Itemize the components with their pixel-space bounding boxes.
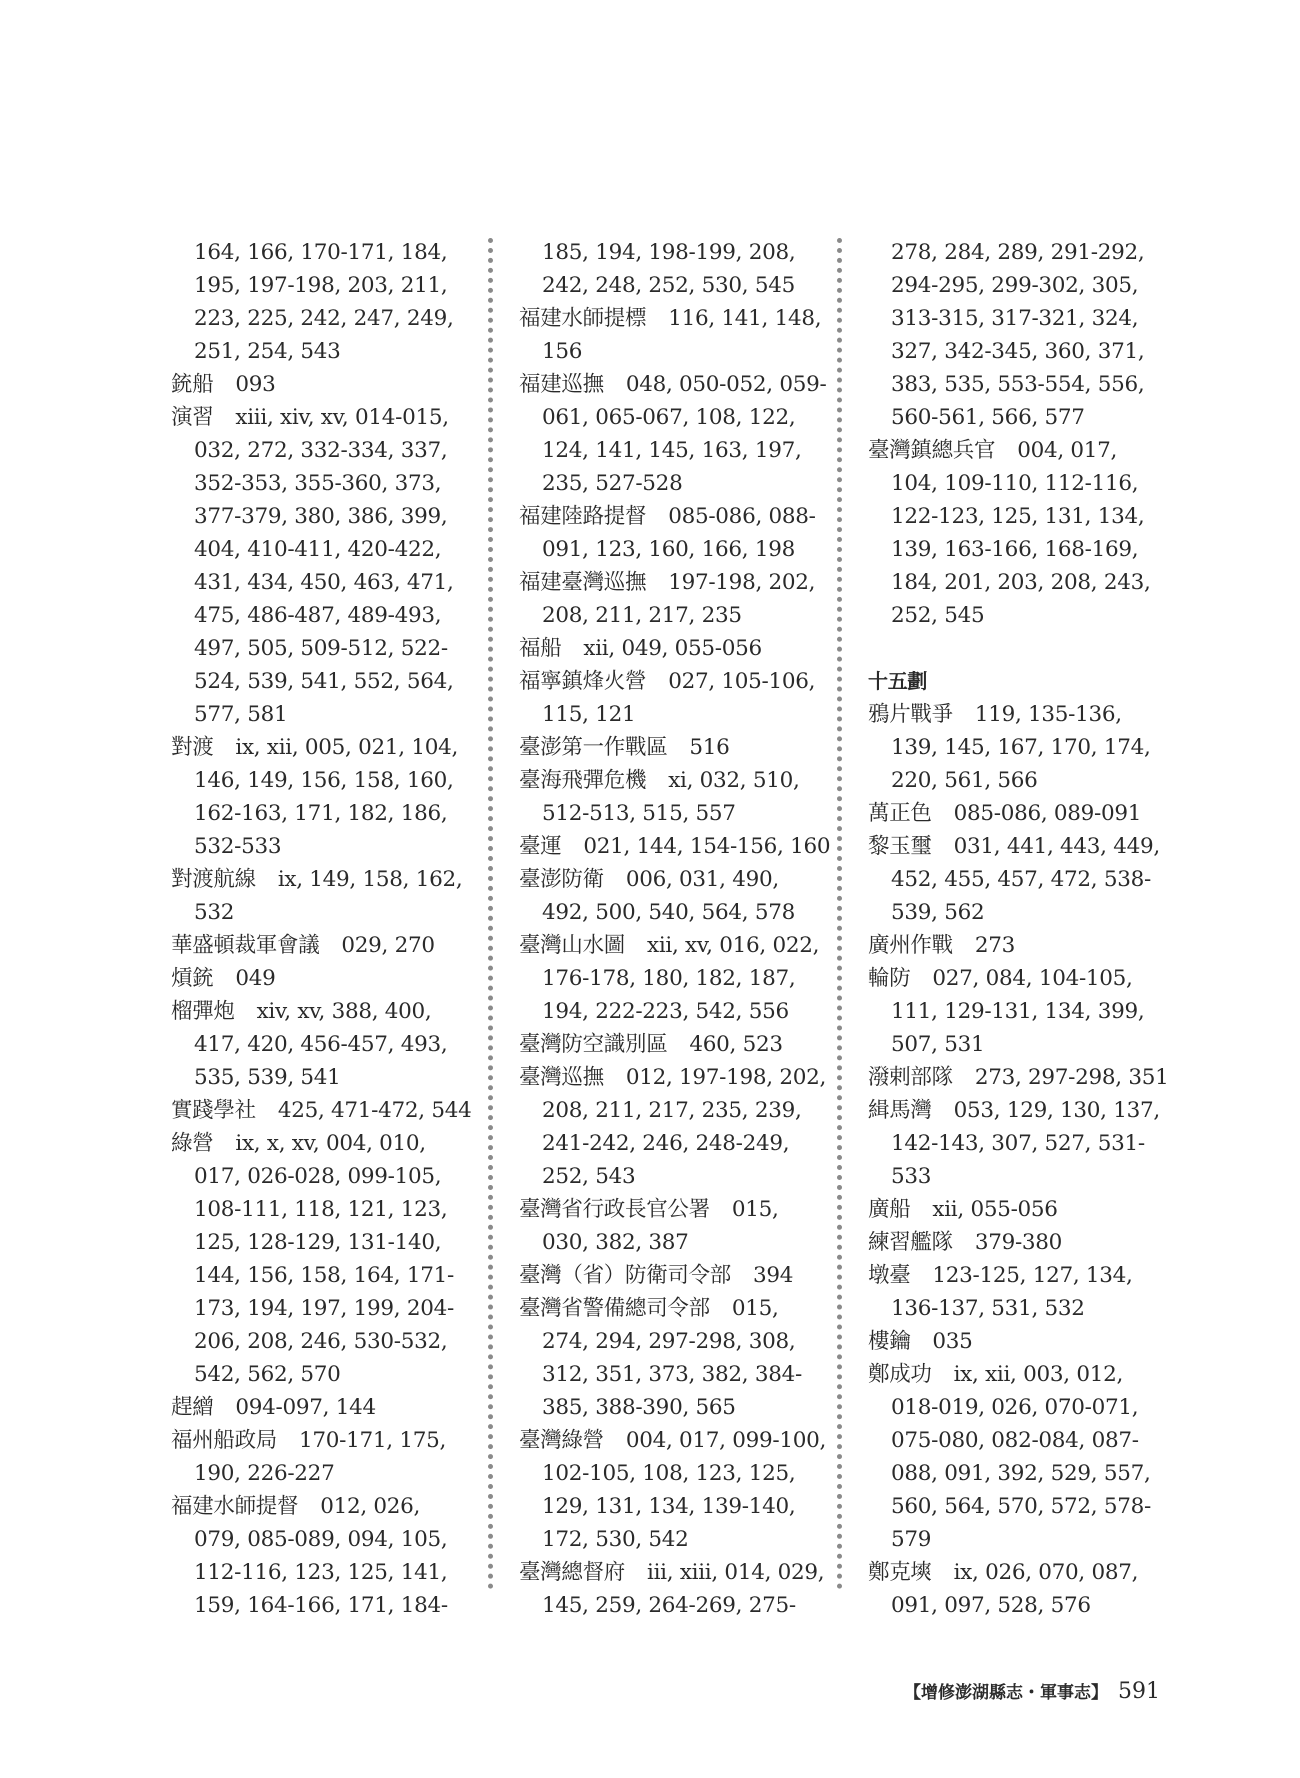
page-references: 035 bbox=[932, 1329, 973, 1354]
index-entry bbox=[171, 1424, 486, 1457]
index-entry-continuation: 115, 121 bbox=[542, 702, 636, 727]
index-entry bbox=[868, 1556, 1183, 1589]
index-entry-continuation: 173, 194, 197, 199, 204- bbox=[194, 1296, 454, 1321]
index-entry bbox=[171, 995, 486, 1028]
index-entry-continuation: 185, 194, 198-199, 208, bbox=[542, 240, 796, 265]
index-entry bbox=[868, 929, 1183, 962]
index-term: 福寧鎮烽火營 bbox=[519, 669, 647, 694]
page-references: 273, 297-298, 351 bbox=[974, 1065, 1169, 1090]
index-entry bbox=[868, 1061, 1183, 1094]
index-term: 輪防 bbox=[868, 966, 911, 991]
index-entry bbox=[171, 1490, 486, 1523]
page-references: 027, 084, 104-105, bbox=[932, 966, 1133, 991]
index-entry-continuation: 018-019, 026, 070-071, bbox=[891, 1395, 1139, 1420]
page-references: xii, 049, 055-056 bbox=[583, 636, 762, 661]
index-entry-continuation: 385, 388-390, 565 bbox=[542, 1395, 736, 1420]
index-entry-continuation: 139, 145, 167, 170, 174, bbox=[891, 735, 1151, 760]
index-entry-continuation: 327, 342-345, 360, 371, bbox=[891, 339, 1145, 364]
index-entry-continuation: 145, 259, 264-269, 275- bbox=[542, 1593, 796, 1618]
index-term: 綠營 bbox=[171, 1131, 214, 1156]
page-references: xiv, xv, 388, 400, bbox=[256, 999, 432, 1024]
index-entry-continuation: 075-080, 082-084, 087- bbox=[891, 1428, 1139, 1453]
index-entry-continuation: 492, 500, 540, 564, 578 bbox=[542, 900, 795, 925]
index-term: 福建水師提標 bbox=[519, 306, 647, 331]
page-references: 085-086, 089-091 bbox=[953, 801, 1142, 826]
page-references: 170-171, 175, bbox=[299, 1428, 446, 1453]
index-entry-continuation: 532-533 bbox=[194, 834, 282, 859]
page-references: 273 bbox=[974, 933, 1015, 958]
page-references: 006, 031, 490, bbox=[625, 867, 779, 892]
index-entry-continuation: 542, 562, 570 bbox=[194, 1362, 341, 1387]
index-entry-continuation: 220, 561, 566 bbox=[891, 768, 1038, 793]
page-references: ix, x, xv, 004, 010, bbox=[235, 1131, 426, 1156]
index-entry-continuation: 577, 581 bbox=[194, 702, 288, 727]
index-entry bbox=[519, 1292, 834, 1325]
index-entry bbox=[171, 929, 486, 962]
column-divider bbox=[488, 238, 493, 1590]
page-references: 197-198, 202, bbox=[668, 570, 816, 595]
index-entry-continuation: 475, 486-487, 489-493, bbox=[194, 603, 442, 628]
index-entry bbox=[519, 1556, 834, 1589]
index-entry bbox=[868, 1193, 1183, 1226]
index-entry-continuation: 560-561, 566, 577 bbox=[891, 405, 1085, 430]
index-entry-continuation: 274, 294, 297-298, 308, bbox=[542, 1329, 796, 1354]
page-references: 048, 050-052, 059- bbox=[625, 372, 827, 397]
index-entry bbox=[519, 1259, 834, 1292]
page-references: 516 bbox=[689, 735, 730, 760]
index-entry-continuation: 313-315, 317-321, 324, bbox=[891, 306, 1139, 331]
index-entry-continuation: 235, 527-528 bbox=[542, 471, 683, 496]
page-references: iii, xiii, 014, 029, bbox=[647, 1560, 825, 1585]
index-entry bbox=[519, 731, 834, 764]
index-term: 臺運 bbox=[519, 834, 562, 859]
index-entry-continuation: 108-111, 118, 121, 123, bbox=[194, 1197, 448, 1222]
page-references: 012, 026, bbox=[320, 1494, 421, 1519]
index-entry-continuation: 223, 225, 242, 247, 249, bbox=[194, 306, 454, 331]
page-references: 379-380 bbox=[974, 1230, 1063, 1255]
index-entry-continuation: 252, 545 bbox=[891, 603, 985, 628]
index-entry-continuation: 136-137, 531, 532 bbox=[891, 1296, 1085, 1321]
index-term: 臺灣（省）防衛司令部 bbox=[519, 1263, 732, 1288]
index-entry bbox=[519, 1061, 834, 1094]
index-entry-continuation: 030, 382, 387 bbox=[542, 1230, 689, 1255]
index-entry bbox=[519, 1028, 834, 1061]
index-term: 華盛頓裁軍會議 bbox=[171, 933, 320, 958]
index-entry-continuation: 091, 097, 528, 576 bbox=[891, 1593, 1091, 1618]
index-term: 演習 bbox=[171, 405, 214, 430]
index-term: 墩臺 bbox=[868, 1263, 911, 1288]
index-entry-continuation: 162-163, 171, 182, 186, bbox=[194, 801, 448, 826]
index-column-3 bbox=[868, 236, 1183, 1622]
page-references: 460, 523 bbox=[689, 1032, 783, 1057]
index-entry bbox=[519, 566, 834, 599]
index-entry bbox=[519, 665, 834, 698]
index-entry-continuation: 312, 351, 373, 382, 384- bbox=[542, 1362, 802, 1387]
index-term: 福建巡撫 bbox=[519, 372, 604, 397]
book-title: 【增修澎湖縣志・軍事志】 bbox=[904, 1683, 1108, 1703]
index-entry-continuation: 111, 129-131, 134, 399, bbox=[891, 999, 1145, 1024]
index-entry bbox=[171, 863, 486, 896]
index-entry bbox=[519, 500, 834, 533]
index-entry bbox=[171, 401, 486, 434]
index-entry bbox=[171, 1391, 486, 1424]
index-term: 臺灣山水圖 bbox=[519, 933, 626, 958]
index-term: 潑剌部隊 bbox=[868, 1065, 953, 1090]
index-term: 黎玉璽 bbox=[868, 834, 932, 859]
page-references: 004, 017, bbox=[1017, 438, 1118, 463]
page-references: 053, 129, 130, 137, bbox=[953, 1098, 1160, 1123]
index-entry-continuation: 507, 531 bbox=[891, 1032, 985, 1057]
index-entry-continuation: 251, 254, 543 bbox=[194, 339, 341, 364]
index-entry-continuation: 452, 455, 457, 472, 538- bbox=[891, 867, 1151, 892]
index-entry-continuation: 535, 539, 541 bbox=[194, 1065, 341, 1090]
index-entry-continuation: 164, 166, 170-171, 184, bbox=[194, 240, 448, 265]
index-entry-continuation: 524, 539, 541, 552, 564, bbox=[194, 669, 454, 694]
page-references: 123-125, 127, 134, bbox=[932, 1263, 1133, 1288]
index-entry-continuation: 208, 211, 217, 235 bbox=[542, 603, 742, 628]
index-entry-continuation: 184, 201, 203, 208, 243, bbox=[891, 570, 1151, 595]
index-term: 熕銃 bbox=[171, 966, 214, 991]
index-entry-continuation: 242, 248, 252, 530, 545 bbox=[542, 273, 795, 298]
index-entry bbox=[519, 863, 834, 896]
index-entry-continuation: 139, 163-166, 168-169, bbox=[891, 537, 1139, 562]
index-entry-continuation: 294-295, 299-302, 305, bbox=[891, 273, 1139, 298]
index-entry-continuation: 091, 123, 160, 166, 198 bbox=[542, 537, 795, 562]
index-column-2 bbox=[519, 236, 834, 1622]
page-footer bbox=[860, 1678, 1160, 1704]
page-references: 012, 197-198, 202, bbox=[625, 1065, 826, 1090]
index-term: 樓鑰 bbox=[868, 1329, 911, 1354]
page-references: 394 bbox=[753, 1263, 794, 1288]
index-entry bbox=[519, 764, 834, 797]
index-entry-continuation: 129, 131, 134, 139-140, bbox=[542, 1494, 796, 1519]
page-references: 085-086, 088- bbox=[668, 504, 816, 529]
index-entry-continuation: 142-143, 307, 527, 531- bbox=[891, 1131, 1145, 1156]
index-entry-continuation: 104, 109-110, 112-116, bbox=[891, 471, 1139, 496]
index-entry-continuation: 102-105, 108, 123, 125, bbox=[542, 1461, 796, 1486]
index-entry bbox=[171, 962, 486, 995]
index-column-1 bbox=[171, 236, 486, 1622]
index-entry bbox=[868, 698, 1183, 731]
page-references: 029, 270 bbox=[341, 933, 435, 958]
page-references: 094-097, 144 bbox=[235, 1395, 376, 1420]
index-term: 廣州作戰 bbox=[868, 933, 953, 958]
index-term: 銃船 bbox=[171, 372, 214, 397]
page-references: ix, 026, 070, 087, bbox=[953, 1560, 1139, 1585]
index-term: 福州船政局 bbox=[171, 1428, 278, 1453]
index-entry-continuation: 017, 026-028, 099-105, bbox=[194, 1164, 442, 1189]
index-entry bbox=[868, 1226, 1183, 1259]
page-references: 049 bbox=[235, 966, 276, 991]
index-entry-continuation: 194, 222-223, 542, 556 bbox=[542, 999, 789, 1024]
page-references: 425, 471-472, 544 bbox=[277, 1098, 472, 1123]
index-entry bbox=[868, 1358, 1183, 1391]
index-entry-continuation: 172, 530, 542 bbox=[542, 1527, 689, 1552]
page-references: xii, xv, 016, 022, bbox=[647, 933, 820, 958]
index-entry-continuation: 431, 434, 450, 463, 471, bbox=[194, 570, 454, 595]
index-term: 臺澎防衛 bbox=[519, 867, 604, 892]
index-term: 實踐學社 bbox=[171, 1098, 256, 1123]
index-entry-continuation: 377-379, 380, 386, 399, bbox=[194, 504, 448, 529]
page-references: xi, 032, 510, bbox=[668, 768, 800, 793]
index-entry-continuation: 122-123, 125, 131, 134, bbox=[891, 504, 1145, 529]
index-entry bbox=[868, 830, 1183, 863]
page-references: 116, 141, 148, bbox=[668, 306, 822, 331]
index-entry bbox=[519, 368, 834, 401]
index-entry-continuation: 125, 128-129, 131-140, bbox=[194, 1230, 442, 1255]
index-term: 廣船 bbox=[868, 1197, 911, 1222]
index-entry bbox=[171, 1127, 486, 1160]
index-term: 鄭成功 bbox=[868, 1362, 932, 1387]
index-term: 福建臺灣巡撫 bbox=[519, 570, 647, 595]
index-term: 榴彈炮 bbox=[171, 999, 235, 1024]
index-term: 練習艦隊 bbox=[868, 1230, 953, 1255]
column-divider bbox=[837, 238, 842, 1590]
index-term: 臺灣防空識別區 bbox=[519, 1032, 668, 1057]
index-entry bbox=[868, 1325, 1183, 1358]
index-entry-continuation: 532 bbox=[194, 900, 235, 925]
index-term: 萬正色 bbox=[868, 801, 932, 826]
index-entry-continuation: 560, 564, 570, 572, 578- bbox=[891, 1494, 1151, 1519]
index-entry bbox=[519, 830, 834, 863]
index-entry-continuation: 195, 197-198, 203, 211, bbox=[194, 273, 448, 298]
index-entry-continuation: 159, 164-166, 171, 184- bbox=[194, 1593, 448, 1618]
page-references: ix, xii, 003, 012, bbox=[953, 1362, 1124, 1387]
index-entry bbox=[868, 1259, 1183, 1292]
index-entry-continuation: 061, 065-067, 108, 122, bbox=[542, 405, 796, 430]
page-references: xiii, xiv, xv, 014-015, bbox=[235, 405, 449, 430]
index-term: 鄭克塽 bbox=[868, 1560, 932, 1585]
index-term: 福建水師提督 bbox=[171, 1494, 299, 1519]
index-term: 對渡 bbox=[171, 735, 214, 760]
index-entry bbox=[519, 1424, 834, 1457]
section-heading: 十五劃 bbox=[868, 669, 928, 693]
index-entry-continuation: 533 bbox=[891, 1164, 932, 1189]
index-entry bbox=[519, 632, 834, 665]
index-entry-continuation: 579 bbox=[891, 1527, 932, 1552]
index-entry bbox=[171, 368, 486, 401]
index-term: 臺灣總督府 bbox=[519, 1560, 626, 1585]
index-term: 臺灣綠營 bbox=[519, 1428, 604, 1453]
index-entry-continuation: 241-242, 246, 248-249, bbox=[542, 1131, 790, 1156]
page-references: 021, 144, 154-156, 160 bbox=[583, 834, 831, 859]
index-entry-continuation: 404, 410-411, 420-422, bbox=[194, 537, 442, 562]
page-references: 031, 441, 443, 449, bbox=[953, 834, 1160, 859]
index-term: 臺灣省警備總司令部 bbox=[519, 1296, 710, 1321]
index-entry-continuation: 539, 562 bbox=[891, 900, 985, 925]
index-entry bbox=[519, 1193, 834, 1226]
index-entry-continuation: 156 bbox=[542, 339, 583, 364]
blank-line bbox=[868, 632, 1183, 665]
index-entry bbox=[171, 731, 486, 764]
index-entry bbox=[868, 797, 1183, 830]
index-entry-continuation: 352-353, 355-360, 373, bbox=[194, 471, 442, 496]
page-references: ix, 149, 158, 162, bbox=[277, 867, 463, 892]
page-references: ix, xii, 005, 021, 104, bbox=[235, 735, 459, 760]
index-term: 對渡航線 bbox=[171, 867, 256, 892]
index-entry-continuation: 208, 211, 217, 235, 239, bbox=[542, 1098, 802, 1123]
index-entry-continuation: 252, 543 bbox=[542, 1164, 636, 1189]
index-entry-continuation: 124, 141, 145, 163, 197, bbox=[542, 438, 802, 463]
index-entry-continuation: 079, 085-089, 094, 105, bbox=[194, 1527, 448, 1552]
index-term: 鴉片戰爭 bbox=[868, 702, 953, 727]
index-term: 臺灣省行政長官公署 bbox=[519, 1197, 710, 1222]
index-term: 趕繒 bbox=[171, 1395, 214, 1420]
index-entry bbox=[519, 929, 834, 962]
index-entry bbox=[519, 302, 834, 335]
index-entry-continuation: 497, 505, 509-512, 522- bbox=[194, 636, 448, 661]
page-references: xii, 055-056 bbox=[932, 1197, 1058, 1222]
index-term: 福建陸路提督 bbox=[519, 504, 647, 529]
page-references: 015, bbox=[731, 1197, 779, 1222]
page-references: 004, 017, 099-100, bbox=[625, 1428, 826, 1453]
page-references: 093 bbox=[235, 372, 276, 397]
page-references: 027, 105-106, bbox=[668, 669, 816, 694]
page-number: 591 bbox=[1118, 1679, 1160, 1704]
index-entry-continuation: 190, 226-227 bbox=[194, 1461, 335, 1486]
index-entry-continuation: 383, 535, 553-554, 556, bbox=[891, 372, 1145, 397]
page-references: 015, bbox=[731, 1296, 779, 1321]
index-entry bbox=[868, 962, 1183, 995]
index-entry-continuation: 032, 272, 332-334, 337, bbox=[194, 438, 448, 463]
index-entry-continuation: 176-178, 180, 182, 187, bbox=[542, 966, 796, 991]
index-entry-continuation: 278, 284, 289, 291-292, bbox=[891, 240, 1145, 265]
index-entry bbox=[171, 1094, 486, 1127]
index-entry-continuation: 144, 156, 158, 164, 171- bbox=[194, 1263, 454, 1288]
index-term: 臺灣巡撫 bbox=[519, 1065, 604, 1090]
index-entry bbox=[868, 1094, 1183, 1127]
index-term: 臺澎第一作戰區 bbox=[519, 735, 668, 760]
index-entry-continuation: 206, 208, 246, 530-532, bbox=[194, 1329, 448, 1354]
index-entry-continuation: 512-513, 515, 557 bbox=[542, 801, 736, 826]
index-entry-continuation: 417, 420, 456-457, 493, bbox=[194, 1032, 448, 1057]
index-term: 臺海飛彈危機 bbox=[519, 768, 647, 793]
index-term: 緝馬灣 bbox=[868, 1098, 932, 1123]
index-entry-continuation: 088, 091, 392, 529, 557, bbox=[891, 1461, 1151, 1486]
index-entry-continuation: 112-116, 123, 125, 141, bbox=[194, 1560, 448, 1585]
index-entry-continuation: 146, 149, 156, 158, 160, bbox=[194, 768, 454, 793]
index-entry bbox=[868, 434, 1183, 467]
page-references: 119, 135-136, bbox=[974, 702, 1122, 727]
index-term: 福船 bbox=[519, 636, 562, 661]
index-term: 臺灣鎮總兵官 bbox=[868, 438, 996, 463]
